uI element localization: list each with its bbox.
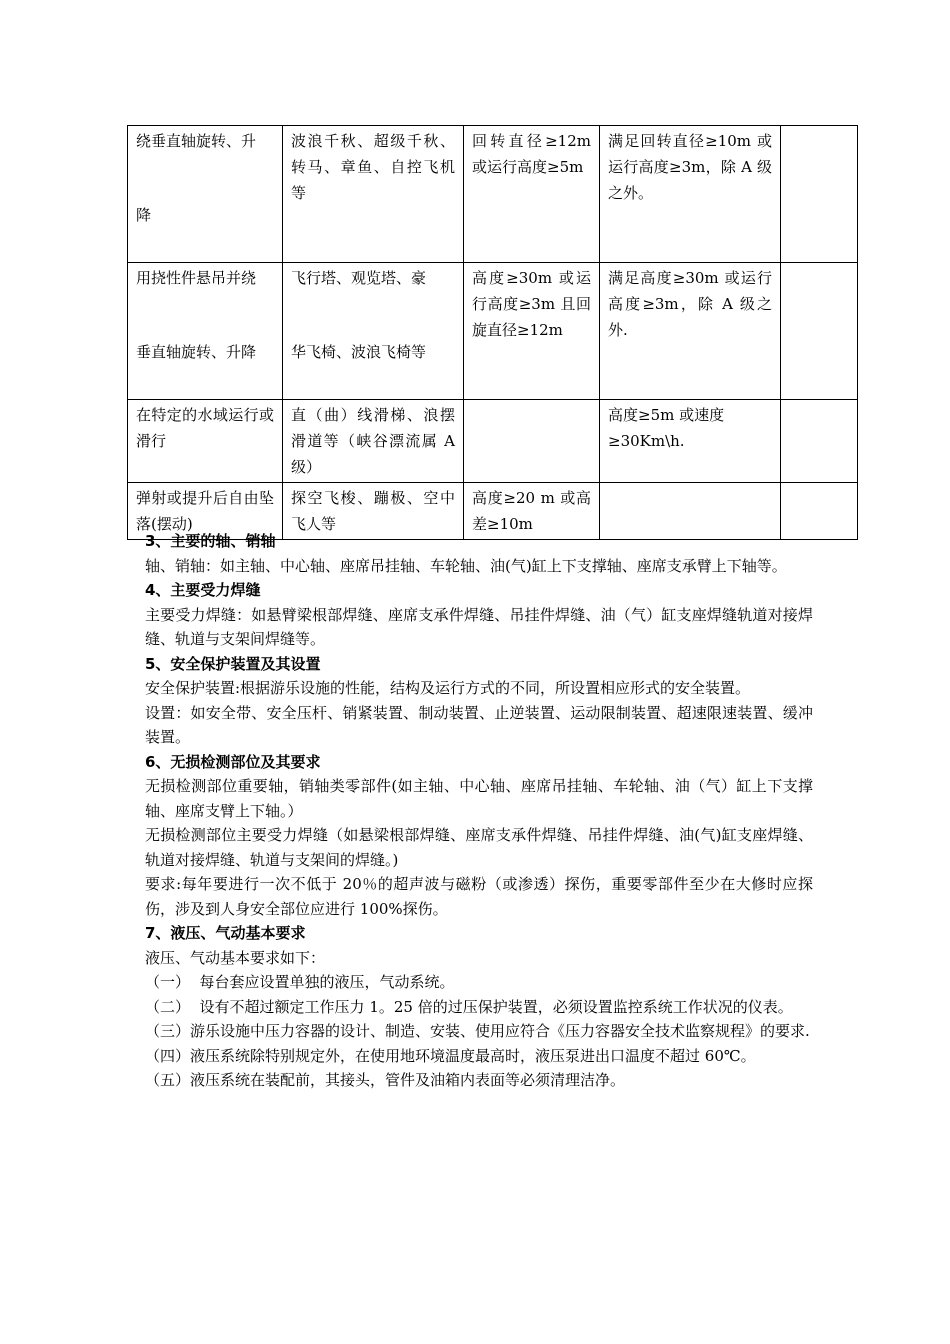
table-cell-motion bbox=[128, 263, 283, 400]
paragraph: 无损检测部位主要受力焊缝（如悬梁根部焊缝、座席支承件焊缝、吊挂件焊缝、油(气)缸支座焊缝、轨道对接焊缝、轨道与支架间的焊缝。) bbox=[145, 826, 813, 869]
section-heading: 5、安全保护装置及其设置 bbox=[145, 654, 321, 673]
table-cell-examples: 波浪千秋、超级千秋、转马、章鱼、自控飞机等 bbox=[283, 126, 464, 263]
table-cell-empty bbox=[781, 126, 858, 263]
list-item-number: （二） bbox=[145, 997, 200, 1016]
list-item: （五）液压系统在装配前，其接头，管件及油箱内表面等必须清理洁净。 bbox=[145, 1071, 626, 1089]
table-cell-grade-a: 高度≥20 m 或高差≥10m bbox=[464, 483, 600, 540]
section-heading: 6、无损检测部位及其要求 bbox=[145, 752, 321, 771]
cell-text: 绕垂直轴旋转、升 bbox=[136, 132, 257, 150]
cell-text: 降 bbox=[136, 206, 152, 224]
table-cell-motion bbox=[128, 126, 283, 263]
paragraph: 要求:每年要进行一次不低于 20％的超声波与磁粉（或渗透）探伤，重要零部件至少在大修时应探伤，涉及到人身安全部位应进行 100%探伤。 bbox=[145, 875, 813, 918]
paragraph: 无损检测部位重要轴，销轴类零部件(如主轴、中心轴、座席吊挂轴、车轮轴、油（气）缸上下支撑轴、座席支臂上下轴。） bbox=[145, 777, 813, 820]
document-body bbox=[145, 529, 813, 1093]
paragraph: 液压、气动基本要求如下： bbox=[145, 948, 326, 967]
cell-text: 垂直轴旋转、升降 bbox=[136, 343, 257, 361]
table-row bbox=[128, 126, 858, 263]
paragraph: 主要受力焊缝：如悬臂梁根部焊缝、座席支承件焊缝、吊挂件焊缝、油（气）缸支座焊缝轨道对接焊缝、轨道与支架间焊缝等。 bbox=[145, 605, 813, 648]
paragraph: 轴、销轴：如主轴、中心轴、座席吊挂轴、车轮轴、油(气)缸上下支撑轴、座席支承臂上下轴等。 bbox=[145, 556, 787, 575]
list-item-text: 设有不超过额定工作压力 1。25 倍的过压保护装置，必须设置监控系统工作状况的仪表。 bbox=[199, 997, 793, 1016]
list-item: （三）游乐设施中压力容器的设计、制造、安装、使用应符合《压力容器安全技术监察规程》的要求. bbox=[145, 1022, 810, 1040]
table-cell-grade-a: 高度≥30m 或运行高度≥3m 且回旋直径≥12m bbox=[464, 263, 600, 400]
cell-text: 用挠性件悬吊并绕 bbox=[136, 269, 257, 287]
section-heading: 4、主要受力焊缝 bbox=[145, 581, 261, 599]
table-cell-empty bbox=[781, 400, 858, 483]
cell-text: 飞行塔、观览塔、豪 bbox=[291, 269, 427, 287]
paragraph: 安全保护装置:根据游乐设施的性能，结构及运行方式的不同，所设置相应形式的安全装置。 bbox=[145, 679, 751, 697]
paragraph: 设置：如安全带、安全压杆、销紧装置、制动装置、止逆装置、运动限制装置、超速限速装置、缓冲装置。 bbox=[145, 703, 813, 746]
classification-table bbox=[127, 125, 858, 540]
table-cell-examples bbox=[283, 263, 464, 400]
table-cell-grade-a bbox=[464, 400, 600, 483]
table-cell-grade-b: 满足高度≥30m 或运行高度≥3m，除 A 级之外. bbox=[600, 263, 781, 400]
table-cell-grade-a: 回转直径≥12m 或运行高度≥5m bbox=[464, 126, 600, 263]
list-item-text: 每台套应设置单独的液压，气动系统。 bbox=[199, 973, 455, 991]
table-cell-motion: 在特定的水域运行或滑行 bbox=[128, 400, 283, 483]
table-cell-examples: 直（曲）线滑梯、浪摆滑道等（峡谷漂流属 A 级） bbox=[283, 400, 464, 483]
table-cell-grade-b bbox=[600, 400, 781, 483]
cell-text: 华飞椅、波浪飞椅等 bbox=[291, 343, 427, 361]
table-cell-empty bbox=[781, 263, 858, 400]
cell-text: ≥30Km\h. bbox=[608, 432, 685, 450]
table-row bbox=[128, 400, 858, 483]
list-item-number: （一） bbox=[145, 973, 200, 991]
list-item bbox=[145, 995, 813, 1020]
table-cell-motion: 弹射或提升后自由坠落(摆动) bbox=[128, 483, 283, 540]
section-heading: 7、液压、气动基本要求 bbox=[145, 924, 306, 942]
table-cell-examples: 探空飞梭、蹦极、空中飞人等 bbox=[283, 483, 464, 540]
table-row bbox=[128, 263, 858, 400]
cell-text: 高度≥5m 或速度 bbox=[608, 406, 725, 424]
section-heading: 3、主要的轴、销轴 bbox=[145, 532, 276, 550]
list-item: （四）液压系统除特别规定外，在使用地环境温度最高时，液压泵进出口温度不超过 60℃。 bbox=[145, 1046, 756, 1065]
table-cell-grade-b: 满足回转直径≥10m 或运行高度≥3m，除 A 级之外。 bbox=[600, 126, 781, 263]
list-item bbox=[145, 970, 813, 995]
